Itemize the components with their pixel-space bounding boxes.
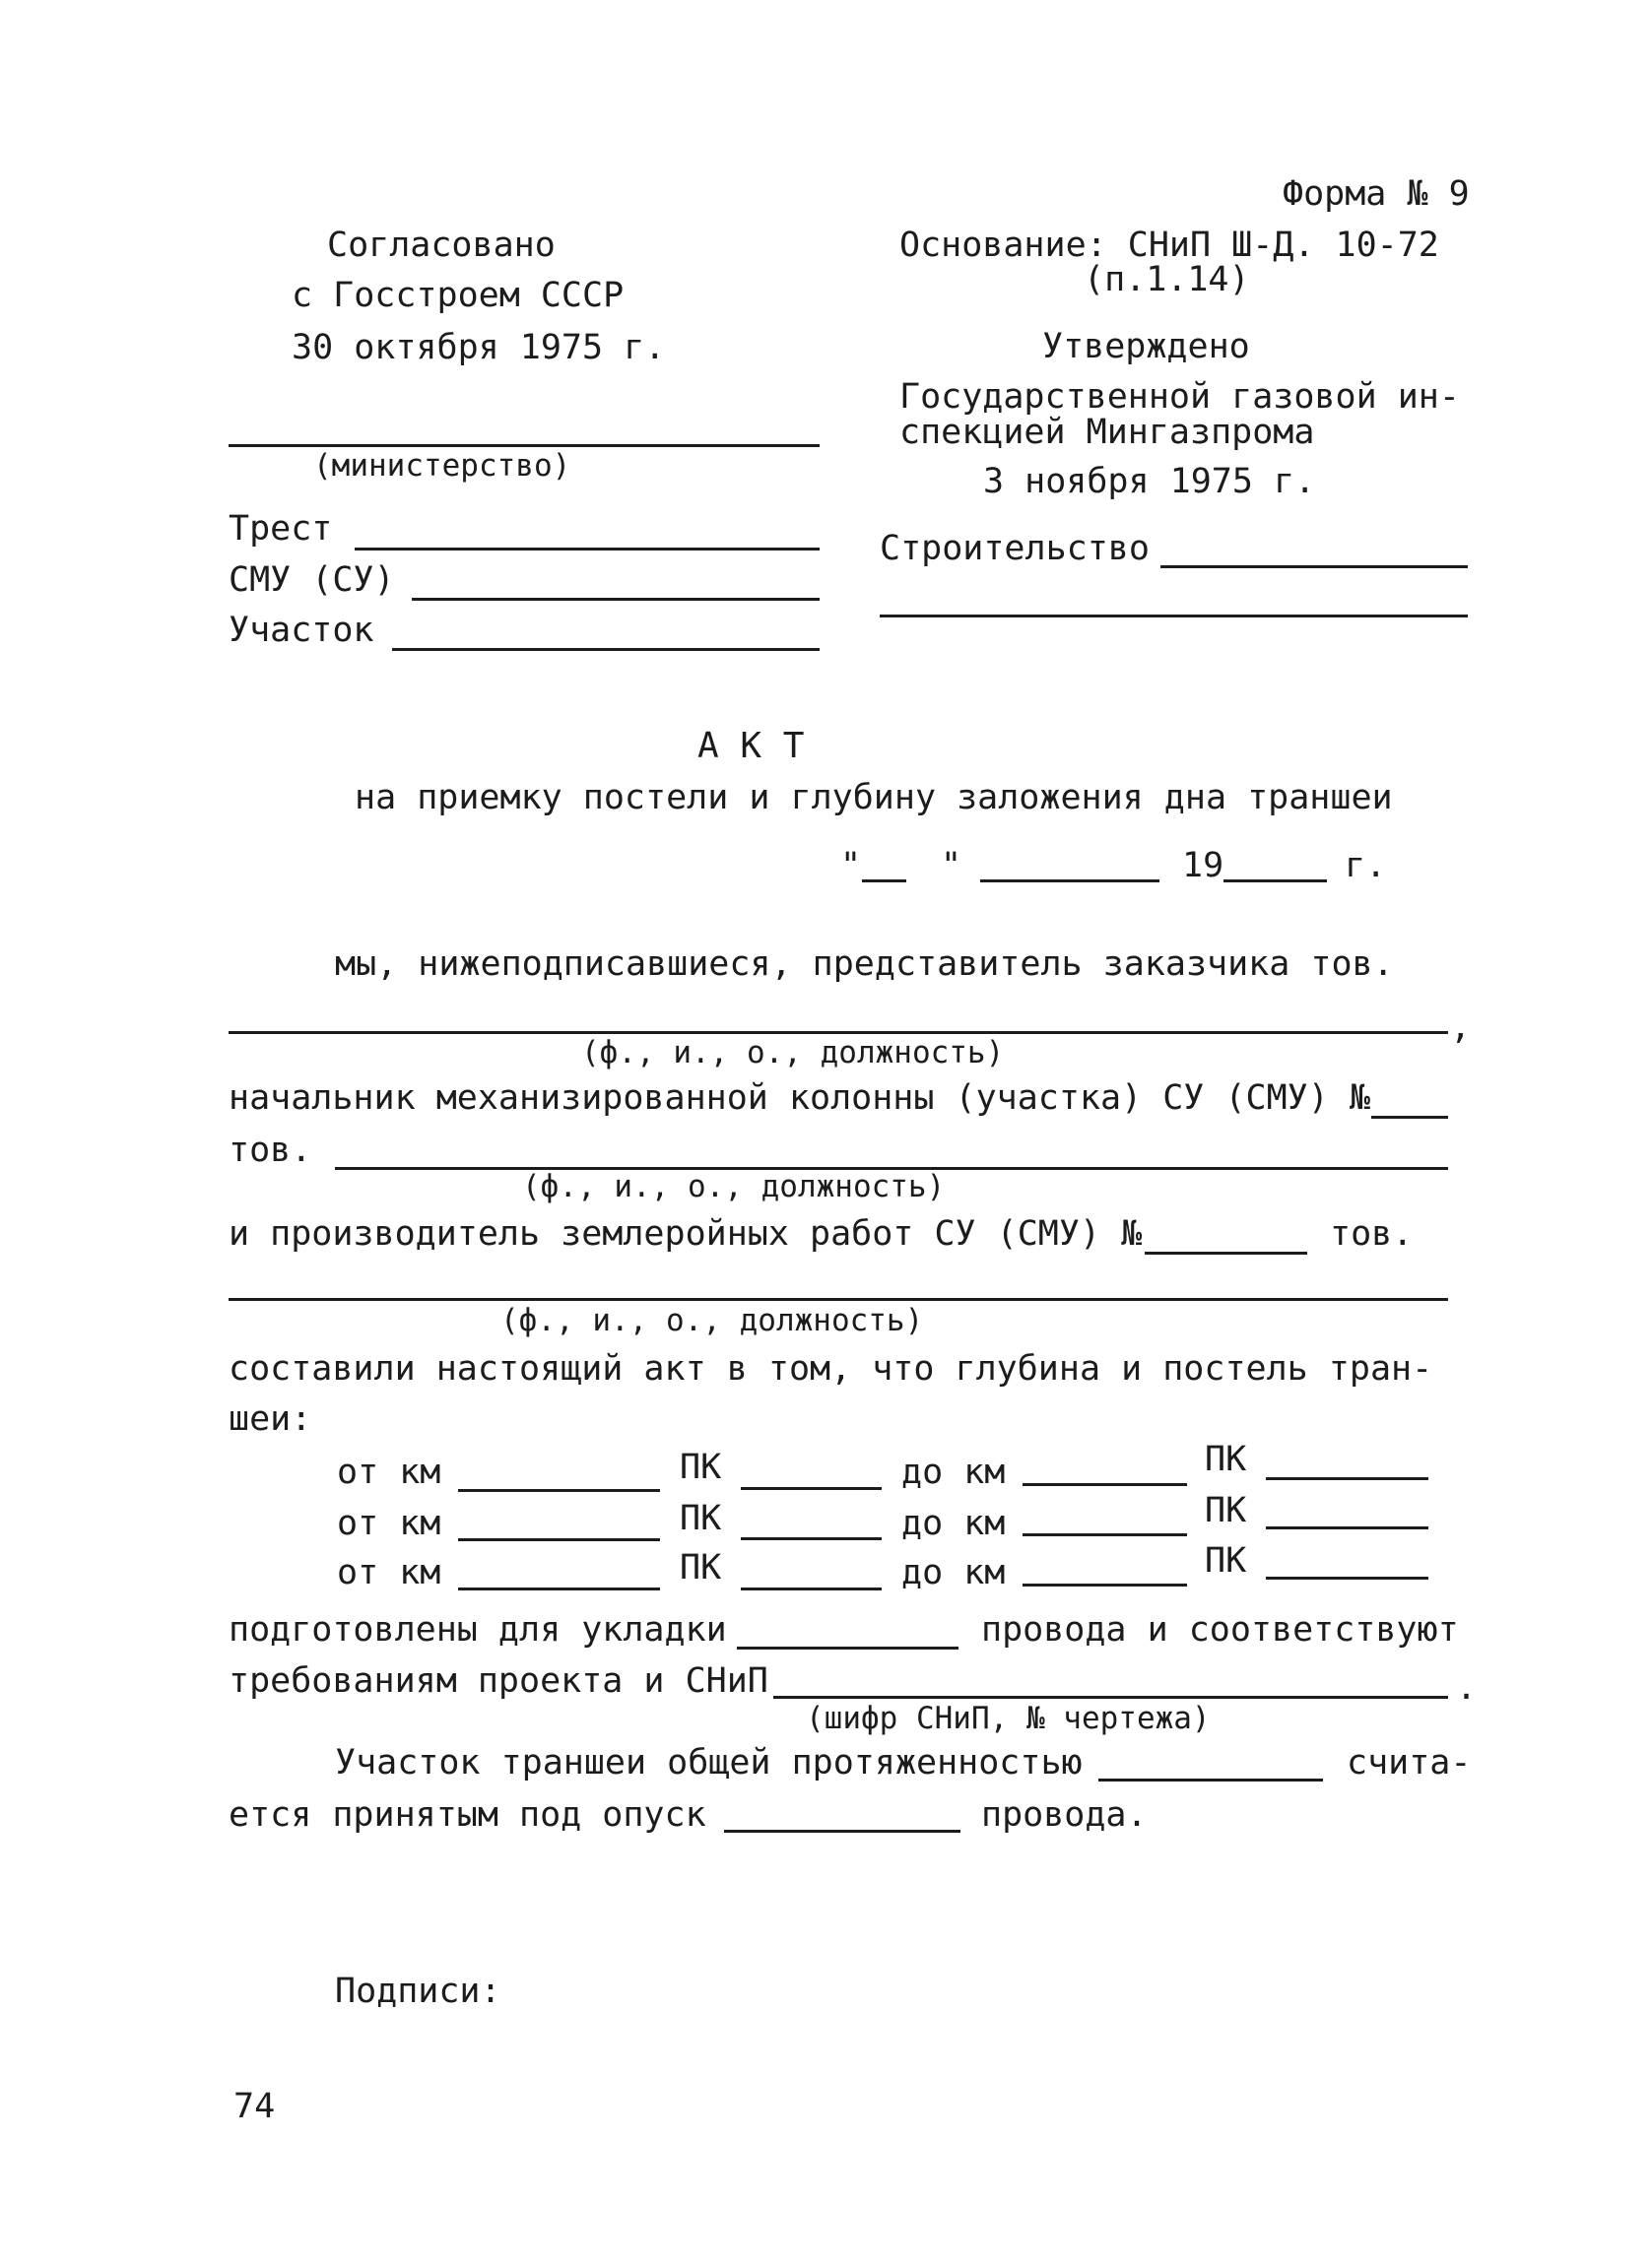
- producer-line: и производитель землеройных работ СУ (СМУ) №: [229, 1214, 1143, 1254]
- route-row2-from-km-field[interactable]: [458, 1538, 660, 1541]
- route-row2-pk2-field[interactable]: [1266, 1526, 1428, 1529]
- route-row3-from-km: от км: [337, 1553, 441, 1592]
- producer-number-field[interactable]: [1145, 1252, 1307, 1255]
- approver-line2: спекцией Мингазпрома: [899, 413, 1315, 452]
- signatures-label: Подписи:: [335, 1972, 501, 2011]
- construction-label: Строительство: [880, 529, 1150, 568]
- route-row3-to-km-field[interactable]: [1023, 1584, 1187, 1587]
- route-row2-from-km: от км: [337, 1504, 441, 1543]
- requirements-period: .: [1456, 1668, 1478, 1708]
- section-field[interactable]: [392, 648, 820, 651]
- ministry-line[interactable]: [229, 444, 820, 447]
- prepared-prefix: подготовлены для укладки: [229, 1610, 727, 1650]
- basis-line2: (п.1.14): [1084, 260, 1250, 299]
- route-row3-to-km: до км: [901, 1553, 1006, 1592]
- approval-left-line1: Согласовано: [327, 226, 556, 265]
- route-row3-pk1: ПК: [680, 1548, 722, 1588]
- route-row1-to-km-field[interactable]: [1023, 1483, 1187, 1486]
- route-row2-to-km-field[interactable]: [1023, 1533, 1187, 1536]
- route-row3-pk2-field[interactable]: [1266, 1577, 1428, 1580]
- route-row1-pk2: ПК: [1205, 1440, 1247, 1479]
- basis-line1: Основание: СНиП Ш-Д. 10-72: [899, 226, 1439, 265]
- date-year-prefix: 19: [1182, 846, 1224, 885]
- chief-number-field[interactable]: [1371, 1116, 1448, 1119]
- customer-rep-comma: ,: [1450, 1007, 1472, 1047]
- customer-rep-field[interactable]: [229, 1031, 1448, 1034]
- act-text-line2: шеи:: [229, 1399, 312, 1439]
- date-month-field[interactable]: [980, 879, 1159, 882]
- customer-fio-caption: (ф., и., о., должность): [581, 1035, 1005, 1070]
- route-row3-from-km-field[interactable]: [458, 1588, 660, 1590]
- chief-fio-caption: (ф., и., о., должность): [522, 1169, 946, 1204]
- producer-comrade: тов.: [1330, 1214, 1414, 1254]
- smu-field[interactable]: [412, 598, 820, 601]
- date-year-suffix: г.: [1345, 846, 1387, 885]
- route-row3-pk1-field[interactable]: [741, 1588, 882, 1590]
- section-label: Участок: [229, 611, 374, 650]
- form-number: Форма № 9: [1283, 174, 1470, 214]
- producer-fio-caption: (ф., и., о., должность): [500, 1303, 924, 1338]
- section-total-prefix: Участок траншеи общей протяженностью: [335, 1743, 1083, 1782]
- chief-comrade: тов.: [229, 1131, 312, 1170]
- snip-caption: (шифр СНиП, № чертежа): [806, 1701, 1211, 1736]
- approver-line1: Государственной газовой ин-: [899, 377, 1460, 417]
- accepted-suffix: провода.: [981, 1795, 1148, 1835]
- chief-line: начальник механизированной колонны (участка) СУ (СМУ) №: [229, 1078, 1370, 1118]
- route-row2-to-km: до км: [901, 1504, 1006, 1543]
- act-subtitle: на приемку постели и глубину заложения дна траншеи: [355, 778, 1393, 817]
- route-row1-pk1: ПК: [680, 1448, 722, 1487]
- route-row2-pk1: ПК: [680, 1499, 722, 1538]
- descent-field[interactable]: [724, 1830, 960, 1833]
- page-number: 74: [233, 2087, 276, 2126]
- route-row2-pk1-field[interactable]: [741, 1537, 882, 1540]
- route-row1-pk2-field[interactable]: [1266, 1477, 1428, 1480]
- approved-label: Утверждено: [1042, 327, 1250, 366]
- construction-field[interactable]: [1160, 565, 1468, 568]
- trust-label: Трест: [229, 509, 333, 549]
- requirements-text: требованиям проекта и СНиП: [229, 1661, 768, 1701]
- route-row1-from-km: от км: [337, 1453, 441, 1492]
- approval-left-date: 30 октября 1975 г.: [292, 328, 666, 367]
- route-row2-pk2: ПК: [1205, 1491, 1247, 1530]
- wire-type-field[interactable]: [737, 1647, 958, 1650]
- route-row1-from-km-field[interactable]: [458, 1489, 660, 1492]
- date-year-field[interactable]: [1223, 879, 1327, 882]
- trust-field[interactable]: [355, 548, 820, 551]
- route-row1-to-km: до км: [901, 1453, 1006, 1492]
- route-row1-pk1-field[interactable]: [741, 1487, 882, 1490]
- approved-date: 3 ноября 1975 г.: [983, 462, 1316, 501]
- intro-text: мы, нижеподписавшиеся, представитель заказчика тов.: [335, 944, 1394, 984]
- accepted-prefix: ется принятым под опуск: [229, 1795, 706, 1835]
- ministry-caption: (министерство): [313, 448, 571, 484]
- construction-field-extra[interactable]: [880, 615, 1468, 617]
- section-total-suffix: счита-: [1347, 1743, 1472, 1782]
- date-quote-open: ": [840, 846, 862, 885]
- producer-name-field[interactable]: [229, 1298, 1448, 1301]
- route-row3-pk2: ПК: [1205, 1541, 1247, 1581]
- snip-field[interactable]: [773, 1696, 1448, 1699]
- approval-left-line2: с Госстроем СССР: [292, 276, 625, 315]
- smu-label: СМУ (СУ): [229, 560, 395, 600]
- date-day-field[interactable]: [862, 879, 906, 882]
- prepared-suffix: провода и соответствуют: [981, 1610, 1459, 1650]
- act-text-line1: составили настоящий акт в том, что глубина и постель тран-: [229, 1349, 1433, 1389]
- act-heading: А К Т: [697, 726, 805, 766]
- date-quote-close: ": [941, 846, 962, 885]
- section-length-field[interactable]: [1098, 1779, 1323, 1782]
